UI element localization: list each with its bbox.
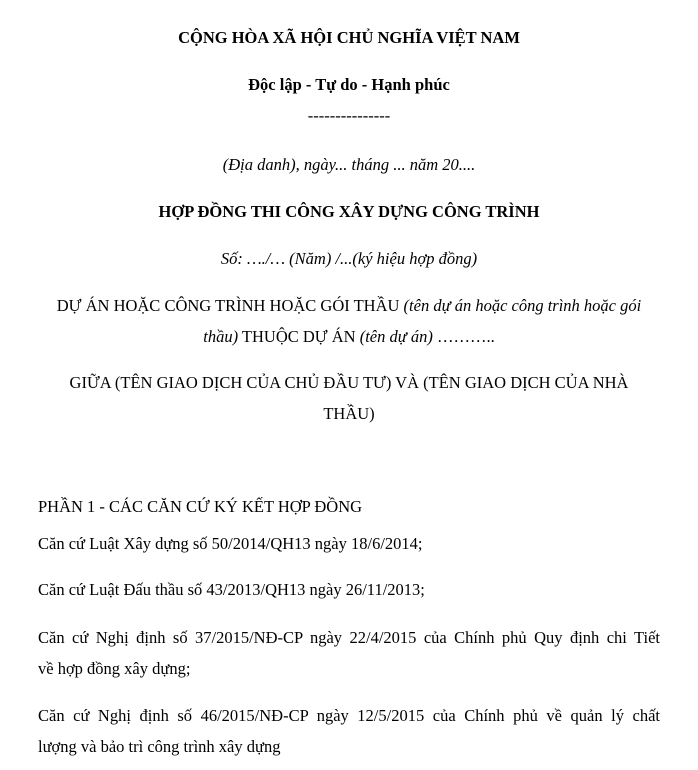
- parent-project-placeholder: (tên dự án): [359, 327, 433, 346]
- legal-basis-item: [38, 706, 660, 726]
- project-name-placeholder: (tên dự án hoặc công trình hoặc gói: [403, 296, 642, 315]
- legal-basis-item: [38, 628, 660, 648]
- legal-basis-line: Căn cứ Nghị định số 46/2015/NĐ-CP ngày 12/5/2015 của Chính phủ về quản lý chất: [38, 706, 660, 725]
- belongs-to-project: THUỘC DỰ ÁN: [238, 327, 360, 346]
- legal-basis-item: Căn cứ Luật Đấu thầu số 43/2013/QH13 ngày 26/11/2013;: [38, 580, 425, 599]
- separator-line: ---------------: [307, 106, 391, 125]
- parties-line-1: GIỮA (TÊN GIAO DỊCH CỦA CHỦ ĐẦU TƯ) VÀ (TÊN GIAO DỊCH CỦA NHÀ: [69, 373, 629, 392]
- project-line-2: [0, 327, 698, 347]
- legal-basis-continuation: lượng và bảo trì công trình xây dựng: [38, 737, 281, 756]
- contract-title: HỢP ĐỒNG THI CÔNG XÂY DỰNG CÔNG TRÌNH: [158, 202, 540, 221]
- package-placeholder-end: thầu): [203, 327, 239, 346]
- nation-heading: CỘNG HÒA XÃ HỘI CHỦ NGHĨA VIỆT NAM: [178, 28, 520, 47]
- legal-basis-line: Căn cứ Nghị định số 37/2015/NĐ-CP ngày 22/4/2015 của Chính phủ Quy định chi Tiết: [38, 628, 660, 647]
- place-date: (Địa danh), ngày... tháng ... năm 20....: [222, 155, 476, 174]
- project-line-1: [0, 296, 698, 316]
- legal-basis-continuation: về hợp đồng xây dựng;: [38, 659, 191, 678]
- parties-line-2: THẦU): [323, 404, 375, 423]
- project-prefix: DỰ ÁN HOẶC CÔNG TRÌNH HOẶC GÓI THẦU: [56, 296, 404, 315]
- contract-number: Số: …./… (Năm) /...(ký hiệu hợp đồng): [220, 249, 478, 268]
- section-heading: PHẦN 1 - CÁC CĂN CỨ KÝ KẾT HỢP ĐỒNG: [38, 497, 363, 516]
- project-dots: ………..: [432, 327, 495, 346]
- motto-heading: Độc lập - Tự do - Hạnh phúc: [248, 75, 450, 94]
- legal-basis-item: Căn cứ Luật Xây dựng số 50/2014/QH13 ngày 18/6/2014;: [38, 534, 423, 553]
